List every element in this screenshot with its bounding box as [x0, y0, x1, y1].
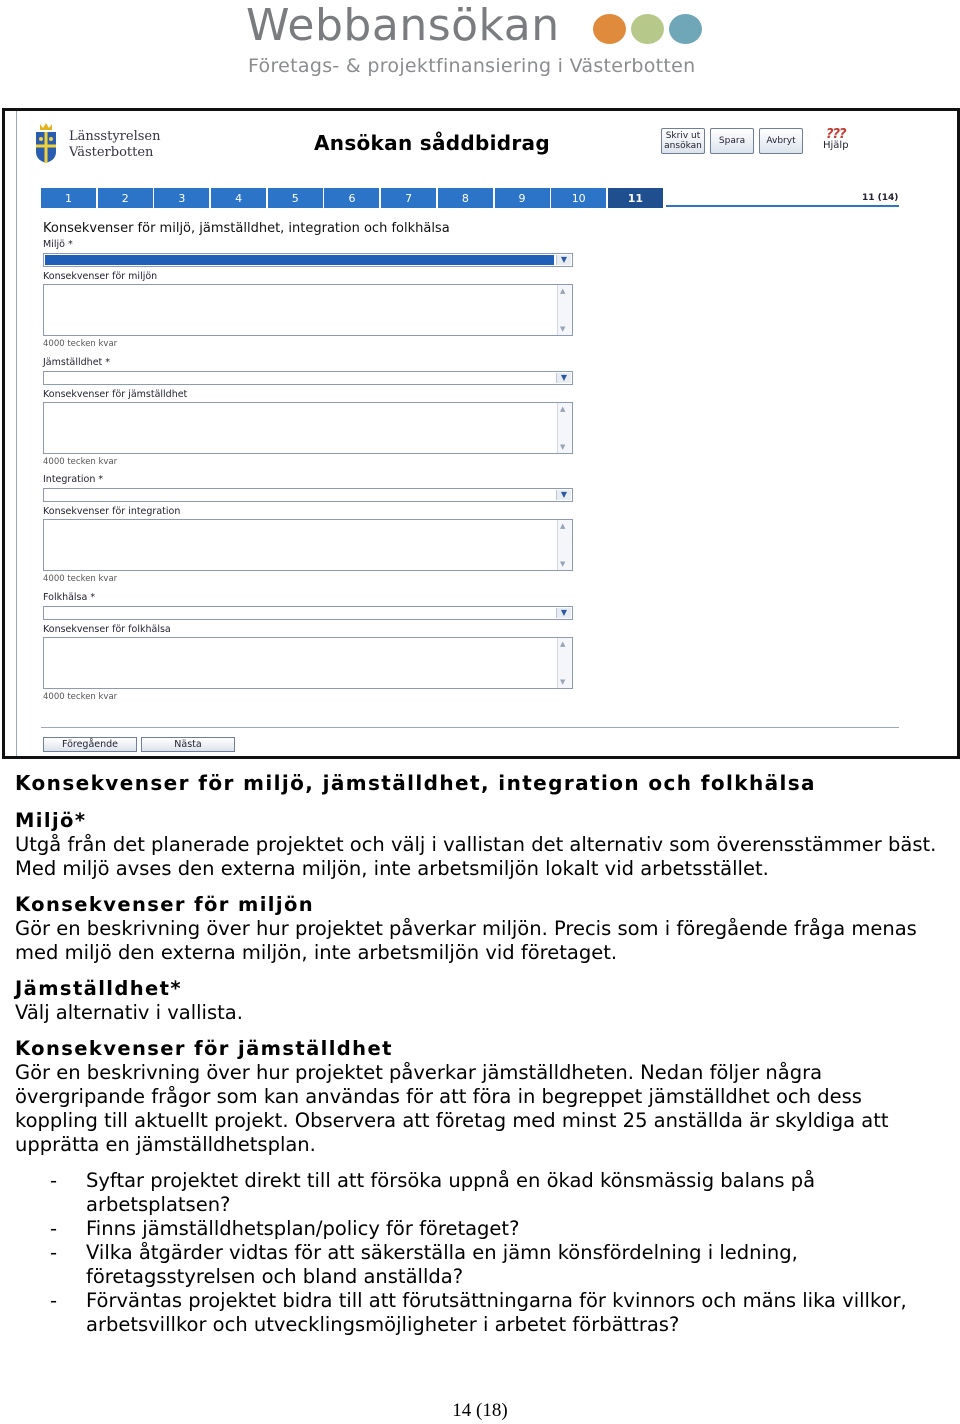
select-dropdown[interactable]: [43, 371, 573, 385]
tab-step-8[interactable]: 8: [438, 188, 493, 208]
list-item: - Förväntas projektet bidra till att förutsättningarna för kvinnors och mäns lika villkor, arbetsvillkor och utvecklingsmöjligheter i arbetet förbättras?: [50, 1289, 940, 1337]
application-screenshot: [2, 108, 960, 759]
list-item: - Finns jämställdhetsplan/policy för företaget?: [50, 1217, 940, 1241]
previous-button[interactable]: Föregående: [43, 737, 137, 752]
select-value: [45, 373, 554, 383]
tab-step-6[interactable]: 6: [324, 188, 379, 208]
doc-section-konsekvenser-miljon: [15, 893, 950, 965]
scroll-up-icon[interactable]: ▲: [560, 522, 566, 530]
text-area[interactable]: [43, 637, 573, 689]
form-title: Ansökan såddbidrag: [314, 131, 550, 155]
tab-step-10[interactable]: 10: [551, 188, 606, 208]
select-value: [45, 255, 554, 265]
textarea-label: Konsekvenser för jämställdhet: [43, 388, 188, 400]
select-dropdown[interactable]: [43, 488, 573, 502]
scroll-up-icon[interactable]: ▲: [560, 287, 566, 295]
doc-title: Konsekvenser för miljö, jämställdhet, integration och folkhälsa: [15, 771, 816, 795]
scrollbar[interactable]: [557, 403, 572, 453]
select-dropdown[interactable]: [43, 606, 573, 620]
logo-line-1: Länsstyrelsen: [69, 129, 161, 144]
select-label: Miljö *: [43, 239, 73, 250]
doc-section-konsekvenser-jamstalldhet: [15, 1037, 950, 1157]
tab-step-9[interactable]: 9: [495, 188, 550, 208]
select-label: Folkhälsa *: [43, 591, 96, 603]
tab-step-4[interactable]: 4: [211, 188, 266, 208]
help-label: Hjälp: [823, 140, 849, 151]
doc-heading: Konsekvenser för miljön: [15, 893, 315, 916]
help-icon: ???: [825, 127, 846, 142]
print-label-2: ansökan: [664, 141, 702, 151]
chevron-down-icon[interactable]: ▼: [556, 255, 571, 265]
chevron-down-icon[interactable]: ▼: [556, 608, 571, 618]
text-area[interactable]: [43, 519, 573, 571]
doc-paragraph: Gör en beskrivning över hur projektet påverkar jämställdheten. Nedan följer några övergripande frågor som kan användas för att föra in begreppet jämställdhet och dess koppling till aktuellt projekt. Observera att företag med minst 25 anställda är skyldiga att upprätta en jämställdhetsplan.: [15, 1061, 889, 1156]
help-button[interactable]: [823, 129, 849, 151]
textarea-label: Konsekvenser för folkhälsa: [43, 623, 171, 635]
tab-bar-line: [666, 205, 899, 207]
save-label: Spara: [718, 136, 746, 146]
save-button[interactable]: [710, 128, 754, 154]
doc-paragraph: Gör en beskrivning över hur projektet påverkar miljön. Precis som i föregående fråga menas med miljö den externa miljön, inte arbetsmiljön vid företaget.: [15, 917, 917, 964]
divider: [41, 727, 899, 728]
tab-step-2[interactable]: 2: [98, 188, 153, 208]
chars-remaining: 4000 tecken kvar: [43, 691, 118, 702]
crest-icon: [34, 122, 58, 164]
scroll-down-icon[interactable]: ▼: [560, 560, 566, 568]
textarea-label: Konsekvenser för integration: [43, 506, 181, 517]
list-item: - Vilka åtgärder vidtas för att säkerställa en jämn könsfördelning i ledning, företagsstyrelsen och bland anställda?: [50, 1241, 940, 1289]
banner: [0, 0, 960, 100]
doc-heading: Jämställdhet*: [15, 977, 182, 1000]
doc-paragraph: Välj alternativ i vallista.: [15, 1001, 243, 1024]
select-value: [45, 608, 554, 618]
scroll-down-icon[interactable]: ▼: [560, 677, 566, 686]
banner-title: Webbansökan: [246, 0, 560, 51]
application-window: [16, 111, 958, 756]
doc-section-miljo: [15, 809, 950, 881]
banner-subtitle: Företags- & projektfinansiering i Västerbotten: [248, 55, 696, 77]
select-value: [45, 490, 554, 500]
scrollbar[interactable]: [557, 285, 572, 335]
agency-logo-text: [69, 129, 160, 161]
tab-step-1[interactable]: 1: [41, 188, 96, 208]
question-list: [50, 1169, 940, 1337]
text-area[interactable]: [43, 402, 573, 454]
banner-dots: [593, 14, 702, 48]
page-indicator: 11 (14): [862, 193, 899, 203]
scroll-up-icon[interactable]: ▲: [560, 404, 566, 413]
tab-step-5[interactable]: 5: [268, 188, 323, 208]
chevron-down-icon[interactable]: ▼: [556, 373, 571, 383]
textarea-label: Konsekvenser för miljön: [43, 271, 158, 282]
section-heading: Konsekvenser för miljö, jämställdhet, integration och folkhälsa: [43, 221, 450, 236]
select-dropdown[interactable]: [43, 253, 573, 267]
scroll-down-icon[interactable]: ▼: [560, 442, 566, 451]
print-application-button[interactable]: [661, 128, 705, 154]
chevron-down-icon[interactable]: ▼: [556, 490, 571, 500]
scrollbar[interactable]: [557, 520, 572, 570]
dot-green: [631, 14, 664, 44]
doc-heading: Miljö*: [15, 809, 87, 832]
next-button[interactable]: Nästa: [141, 737, 235, 752]
select-label: Jämställdhet *: [43, 356, 111, 368]
dot-orange: [593, 14, 626, 44]
doc-section-jamstalldhet: [15, 977, 950, 1025]
step-tabs: [41, 188, 665, 208]
text-area[interactable]: [43, 284, 573, 336]
scroll-up-icon[interactable]: ▲: [560, 639, 566, 648]
doc-heading: Konsekvenser för jämställdhet: [15, 1037, 393, 1060]
cancel-label: Avbryt: [766, 136, 796, 146]
print-label-1: Skriv ut: [665, 131, 701, 141]
scroll-down-icon[interactable]: ▼: [560, 325, 566, 333]
tab-step-3[interactable]: 3: [154, 188, 209, 208]
chars-remaining: 4000 tecken kvar: [43, 574, 118, 584]
dot-teal: [669, 14, 702, 44]
chars-remaining: 4000 tecken kvar: [43, 339, 118, 349]
page-number: 14 (18): [452, 1400, 508, 1421]
logo-line-2: Västerbotten: [69, 145, 154, 160]
tab-step-7[interactable]: 7: [381, 188, 436, 208]
scrollbar[interactable]: [557, 638, 572, 688]
chars-remaining: 4000 tecken kvar: [43, 456, 118, 467]
select-label: Integration *: [43, 474, 104, 485]
list-item: - Syftar projektet direkt till att försöka uppnå en ökad könsmässig balans på arbetsplatsen?: [50, 1169, 940, 1217]
cancel-button[interactable]: [759, 128, 803, 154]
doc-paragraph: Utgå från det planerade projektet och välj i vallistan det alternativ som överensstämmer bäst. Med miljö avses den externa miljön, inte arbetsmiljön lokalt vid arbetsstället.: [15, 833, 937, 880]
tab-step-11[interactable]: 11: [608, 188, 663, 208]
